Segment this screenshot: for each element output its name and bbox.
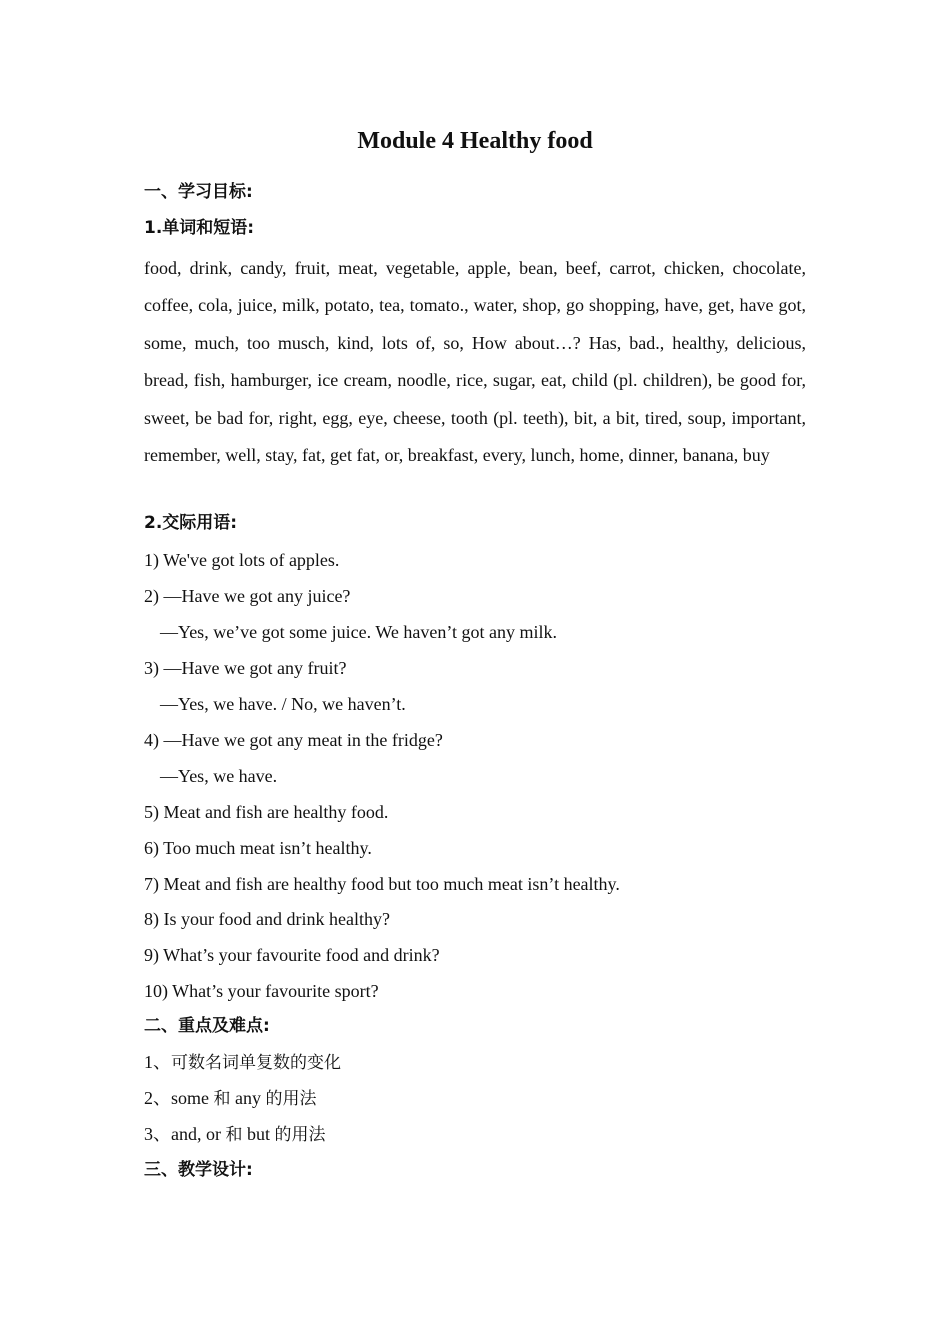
vocabulary-paragraph: food, drink, candy, fruit, meat, vegetable, apple, bean, beef, carrot, chicken, chocolate, coffee, cola, juice, milk, potato, tea, tomato., water, shop, go shopping, have, get, have got, some, much, too musch, kind, lots of, so, How about…? Has, bad., healthy, delicious, bread, fish, hamburger, ice cream, noodle, rice, sugar, eat, child (pl. children), be good for, sweet, be bad for, right, egg, eye, cheese, tooth (pl. teeth), bit, a bit, tired, soup, important, remember, well, stay, fat, get fat, or, breakfast, every, lunch, home, dinner, banana, buy — [144, 258, 806, 466]
key-point-word: some — [171, 1088, 214, 1108]
subheading-vocabulary: 1.单词和短语: — [144, 218, 255, 238]
key-point-item — [144, 1050, 341, 1075]
phrase-line: 2) —Have we got any juice? — [144, 586, 351, 606]
subheading-phrases: 2.交际用语: — [144, 513, 238, 533]
section-heading-teaching-design: 三、教学设计: — [144, 1160, 253, 1180]
key-point-connector: 和 — [225, 1125, 243, 1145]
key-point-text: 的用法 — [274, 1125, 326, 1145]
phrase-line: 8) Is your food and drink healthy? — [144, 909, 390, 929]
phrase-line: 5) Meat and fish are healthy food. — [144, 802, 389, 822]
section-heading-objectives: 一、学习目标: — [144, 182, 253, 202]
key-point-text: 可数名词单复数的变化 — [171, 1053, 341, 1073]
key-point-word: but — [242, 1124, 275, 1144]
phrase-line: 9) What’s your favourite food and drink? — [144, 945, 440, 965]
key-point-word: and, or — [171, 1124, 226, 1144]
phrase-line: 4) —Have we got any meat in the fridge? — [144, 730, 443, 750]
phrase-line: 7) Meat and fish are healthy food but too much meat isn’t healthy. — [144, 874, 620, 894]
section-heading-key-points: 二、重点及难点: — [144, 1016, 270, 1036]
phrase-line-reply: —Yes, we’ve got some juice. We haven’t got any milk. — [160, 622, 557, 642]
phrase-line: 1) We've got lots of apples. — [144, 550, 340, 570]
phrase-line: 3) —Have we got any fruit? — [144, 658, 347, 678]
key-point-item — [144, 1122, 326, 1147]
key-point-number: 3、 — [144, 1124, 171, 1144]
key-point-item — [144, 1086, 317, 1111]
key-point-text: 的用法 — [265, 1089, 317, 1109]
phrase-line: 10) What’s your favourite sport? — [144, 981, 379, 1001]
phrase-line: 6) Too much meat isn’t healthy. — [144, 838, 372, 858]
key-point-number: 2、 — [144, 1088, 171, 1108]
phrase-line-reply: —Yes, we have. / No, we haven’t. — [160, 694, 406, 714]
phrase-line-reply: —Yes, we have. — [160, 766, 278, 786]
key-point-connector: 和 — [213, 1089, 231, 1109]
key-point-number: 1、 — [144, 1052, 171, 1072]
key-point-word: any — [230, 1088, 266, 1108]
document-title: Module 4 Healthy food — [357, 128, 593, 154]
